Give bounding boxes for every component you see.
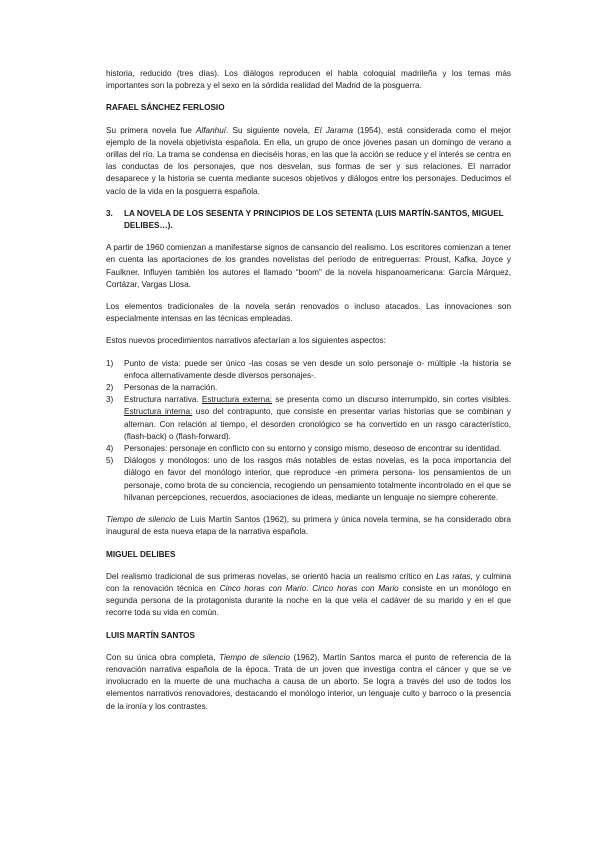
ferlosio-paragraph: Su primera novela fue Alfanhuí. Su siguiente novela, El Jarama (1954), está considerada como el mejor ejemplo de la novela objetivista española. En ella, un grupo de once jóvenes pasan un domingo de verano a orillas del río. La trama se condensa en dieciséis horas, en las que la acción se reduce y el interés se centra en las conductas de los personajes, que nos desvelan, sus formas de ser y sus relaciones. El narrador desaparece y la historia se cuenta mediante sucesos objetivos y diálogos entre los personajes. Deducimos el vacío de la vida en la posguerra española. bbox=[106, 125, 511, 196]
delibes-paragraph: Del realismo tradicional de sus primeras novelas, se orientó hacia un realismo crítico en Las ratas, y culmina con la renovación técnica en Cinco horas con Mario. Cinco horas con Mario consiste en un monólogo en segunda persona de la protagonista durante la noche en la que vela el cadáver de su marido y en el que recorre toda su vida en común. bbox=[106, 571, 511, 618]
list-item: 2) Personas de la narración. bbox=[106, 383, 218, 393]
section-3-paragraph-3: Estos nuevos procedimientos narrativos afectarían a los siguientes aspectos: bbox=[106, 336, 386, 346]
delibes-heading: MIGUEL DELIBES bbox=[106, 549, 176, 559]
list-item: 5) Diálogos y monólogos: uno de los rasgos más notables de estas novelas, es la poca importancia del diálogo en favor del monólogo interior, que reproduce -en primera persona- los pensamientos de un personaje, como brota de su conciencia, recogiendo un pensamiento totalmente incontrolado en el que se hilvanan percepciones, recuerdos, asociaciones de ideas, mediante un lenguaje no siempre coherente. bbox=[106, 456, 511, 502]
section-3-paragraph-1: A partir de 1960 comienzan a manifestarse signos de cansancio del realismo. Los escritores comienzan a tener en cuenta las aportaciones de los grandes novelistas del período de entreguerras: Proust, Kafka, Joyce y Faulkner. Influyen también los autores el llamado “boom” de la novela hispanoamericana: García Márquez, Cortázar, Vargas Llosa. bbox=[106, 243, 511, 289]
title-alfanhui: Alfanhuí bbox=[196, 125, 227, 135]
title-el-jarama: El Jarama bbox=[314, 125, 354, 135]
section-3-paragraph-2: Los elementos tradicionales de la novela serán renovados o incluso atacados. Las innovaciones son especialmente intensas en las técnicas empleadas. bbox=[106, 302, 511, 324]
intro-tail: historia, reducido (tres días). Los diálogos reproducen el habla coloquial madrileña y los temas más importantes son la pobreza y el sexo en la sórdida realidad del Madrid de la posguerra. bbox=[106, 69, 511, 91]
martin-santos-heading: LUIS MARTÍN SANTOS bbox=[106, 630, 196, 640]
list-item: 1) Punto de vista: puede ser único -las cosas se ven desde un solo personaje o- múltiple -la historia se enfoca alternativamente desde diversos personajes-. bbox=[106, 358, 511, 380]
list-item: 4) Personajes: personaje en conflicto con su entorno y consigo mismo, deseoso de encontrar su identidad. bbox=[106, 444, 502, 454]
section-3-heading: 3. LA NOVELA DE LOS SESENTA Y PRINCIPIOS DE LOS SETENTA (LUIS MARTÍN-SANTOS, MIGUEL DELIBES…). bbox=[106, 208, 504, 231]
aspects-list bbox=[106, 358, 511, 504]
list-item: 3) Estructura narrativa. Estructura externa: se presenta como un discurso interrumpido, sin cortes visibles. Estructura interna: uso del contrapunto, que consiste en presentar varias historias que se combinan y alternan. Con relación al tiempo, el desorden cronológico se ha convertido en un rasgo característico, (flash-back) o (flash-forward). bbox=[106, 395, 511, 441]
ferlosio-heading: RAFAEL SÁNCHEZ FERLOSIO bbox=[106, 103, 225, 113]
tiempo-note: Tiempo de silencio de Luis Martín Santos (1962), su primera y única novela termina, se ha considerado obra inaugural de esta nueva etapa de la narrativa española. bbox=[106, 515, 511, 537]
martin-santos-paragraph: Con su única obra completa, Tiempo de silencio (1962), Martín Santos marca el punto de referencia de la renovación narrativa española de la época. Trata de un joven que investiga contra el cáncer y que se ve involucrado en la muerte de una muchacha a causa de un aborto. Se logra a través del uso de todos los elementos narrativos renovadores, destacando el monólogo interior, un lenguaje culto y barroco o la presencia de la ironía y los contrastes. bbox=[106, 652, 511, 711]
